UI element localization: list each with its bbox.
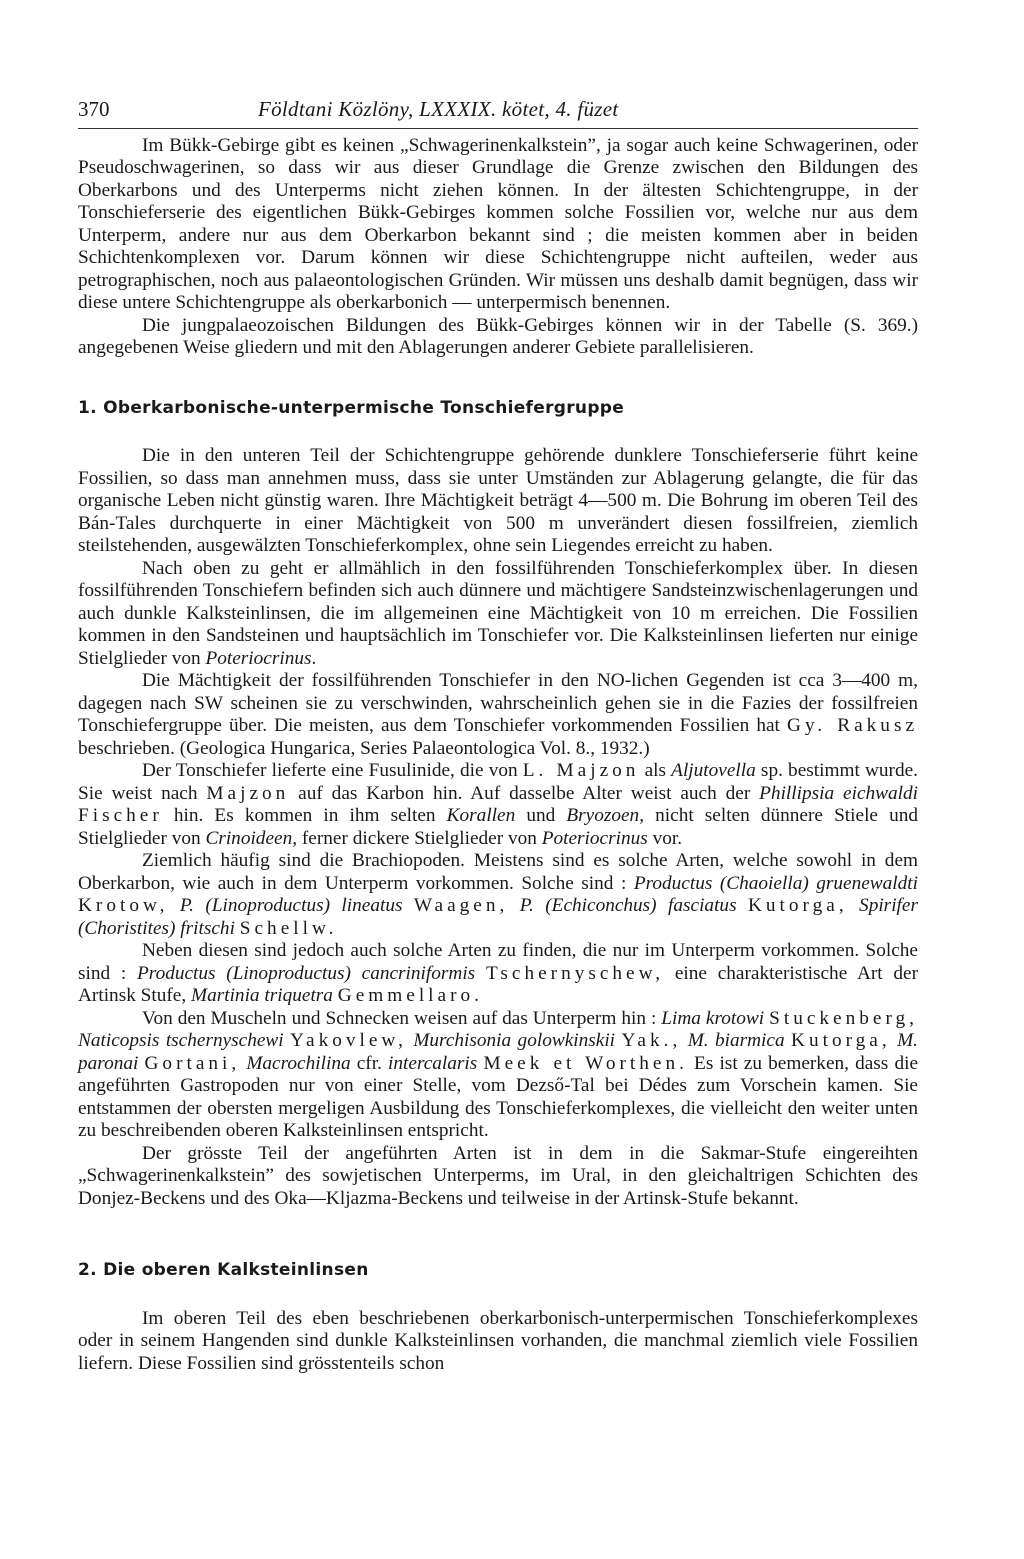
paragraph: Neben diesen sind jedoch auch solche Arten zu finden, die nur im Unterperm vorkommen. Solche sind : Productus (Linoproductus) cancriniformis Tschernyschew, eine charakteristische Art der Artinsk Stufe, Martinia triquetra Gemmellaro. xyxy=(78,940,919,1006)
author-name: Meek et Worthen. xyxy=(483,1052,688,1074)
species-name: Bryozoen, xyxy=(566,805,645,826)
author-name: Kutorga, xyxy=(791,1030,891,1051)
species-name: Lima krotowi xyxy=(661,1007,765,1029)
section-heading-1: 1. Oberkarbonische-unterpermische Tonschiefergruppe xyxy=(78,397,625,418)
running-title: Földtani Közlöny, LXXXIX. kötet, 4. füzet xyxy=(258,97,619,121)
species-name: Poteriocrinus xyxy=(205,647,312,669)
species-name: M. biarmica xyxy=(687,1030,785,1051)
paragraph: Die jungpalaeozoischen Bildungen des Bükk-Gebirges können wir in der Tabelle (S. 369.) angegebenen Weise gliedern und mit den Ablagerungen anderer Gebiete parallelisieren. xyxy=(78,314,918,358)
species-name: Spirifer (Choristites) fritschi xyxy=(78,895,918,939)
species-name: Productus (Chaoiella) gruenewaldti xyxy=(633,872,919,894)
author-name: Majzon xyxy=(206,782,290,804)
species-name: Murchisonia golowkinskii xyxy=(413,1030,616,1051)
author-name: Gy. Rakusz xyxy=(787,715,919,736)
species-name: P. (Linoproductus) lineatus xyxy=(179,895,403,916)
header-rule xyxy=(78,128,918,129)
author-name: Tschernyschew, xyxy=(485,962,665,984)
species-name: P. (Echiconchus) fasciatus xyxy=(519,895,737,916)
author-name: Yakovlew, xyxy=(290,1030,407,1051)
author-name: Yak., xyxy=(621,1030,682,1051)
species-name: Naticopsis tschernyschewi xyxy=(78,1030,284,1051)
paragraph: Der Tonschiefer lieferte eine Fusulinide, die von L. Majzon als Aljutovella sp. bestimmt wurde. Sie weist nach Majzon auf das Karbon hin. Auf dasselbe Alter weist auch der Phillipsia eichwaldi Fischer hin. Es kommen in ihm selten Korallen und Bryozoen, nicht selten dünnere Stiele und Stielglieder von Crinoideen, ferner dickere Stielglieder von Poteriocrinus vor. xyxy=(78,760,919,849)
species-name: M. paronai xyxy=(78,1030,918,1074)
species-name: Crinoideen, xyxy=(205,827,298,849)
author-name: Gortani, xyxy=(144,1052,241,1074)
species-name: Productus (Linoproductus) cancriniformis xyxy=(137,962,476,984)
author-name: Schellw. xyxy=(239,917,338,939)
page-header xyxy=(78,98,918,127)
species-name: Poteriocrinus xyxy=(541,827,648,849)
paragraph: Ziemlich häufig sind die Brachiopoden. Meistens sind es solche Arten, welche sowohl in dem Oberkarbon, wie auch in dem Unterperm vorkommen. Solche sind : Productus (Chaoiella) gruenewaldti Krotow, P. (Linoproductus) lineatus Waagen, P. (Echiconchus) fasciatus Kutorga, Spirifer (Choristites) fritschi Schellw. xyxy=(78,850,919,939)
species-name: Martinia triquetra xyxy=(191,985,333,1006)
page-number: 370 xyxy=(78,97,110,121)
species-name: Korallen xyxy=(446,805,516,826)
species-name: Macrochilina xyxy=(246,1052,351,1074)
paragraph: Die Mächtigkeit der fossilführenden Tonschiefer in den NO-lichen Gegenden ist cca 3—400 m, dagegen nach SW scheinen sie zu verschwinden, wahrscheinlich gehen sie in die Fazies der fossilfreien Tonschiefergruppe über. Die meisten, aus dem Tonschiefer vorkommenden Fossilien hat Gy. Rakusz beschrieben. (Geologica Hungarica, Series Palaeontologica Vol. 8., 1932.) xyxy=(78,670,919,759)
species-name: intercalaris xyxy=(388,1052,478,1074)
author-name: Waagen, xyxy=(413,895,509,916)
paragraph: Im oberen Teil des eben beschriebenen oberkarbonisch-unterpermischen Tonschieferkomplexes oder in seinem Hangenden sind dunkle Kalksteinlinsen vorhanden, die manchmal ziemlich viele Fossilien liefern. Diese Fossilien sind grösstenteils schon xyxy=(78,1307,918,1374)
section-heading-2: 2. Die oberen Kalksteinlinsen xyxy=(78,1260,369,1280)
author-name: Krotow, xyxy=(78,895,169,916)
paragraph: Nach oben zu geht er allmählich in den fossilführenden Tonschieferkomplex über. In diesen fossilführenden Tonschiefern befinden sich auch dünnere und mächtigere Sandsteinzwischenlagerungen und auch dunkle Kalksteinlinsen, die im allgemeinen eine Mächtigkeit von 10 m erreichen. Die Fossilien kommen in den Sandsteinen und hauptsächlich im Tonschiefer vor. Die Kalksteinlinsen lieferten nur einige Stielglieder von Poteriocrinus. xyxy=(78,557,918,669)
page xyxy=(78,98,918,1375)
author-name: L. Majzon xyxy=(522,760,640,781)
paragraph: Im Bükk-Gebirge gibt es keinen „Schwagerinenkalkstein”, ja sogar auch keine Schwagerinen, oder Pseudoschwagerinen, so dass wir aus dieser Grundlage die Grenze zwischen den Bildungen des Oberkarbons und des Unterperms nicht ziehen können. In der ältesten Schichtengruppe, in der Tonschieferserie des eigentlichen Bükk-Gebirges kommen solche Fossilien vor, welche nur aus dem Unterperm, andere nur aus dem Oberkarbon bekannt sind ; die meisten kommen aber in beiden Schichtenkomplexen vor. Darum können wir diese Schichtengruppe nicht aufteilen, weder aus petrographischen, noch aus palaeontologischen Gründen. Wir müssen uns deshalb damit begnügen, dass wir diese untere Schichtengruppe als oberkarbonich — unterpermisch benennen. xyxy=(78,134,918,313)
author-name: Fischer xyxy=(78,805,163,826)
author-name: Kutorga, xyxy=(747,895,848,916)
paragraph: Von den Muscheln und Schnecken weisen auf das Unterperm hin : Lima krotowi Stuckenberg, Naticopsis tschernyschewi Yakovlew, Murchisonia golowkinskii Yak., M. biarmica Kutorga, M. paronai Gortani, Macrochilina cfr. intercalaris Meek et Worthen. Es ist zu bemerken, dass die angeführten Gastropoden nur von einer Stelle, vom Dezső-Tal bei Dédes zum Vorschein kamen. Sie entstammen der obersten mergeligen Ausbildung des Tonschieferkomplexes, die vielleicht den weiter unten zu beschreibenden oberen Kalksteinlinsen entspricht. xyxy=(78,1007,918,1141)
species-name: Phillipsia eichwaldi xyxy=(759,782,918,804)
species-name: Aljutovella xyxy=(671,760,756,781)
paragraph: Der grösste Teil der angeführten Arten ist in dem in die Sakmar-Stufe eingereihten „Schwagerinenkalkstein” des sowjetischen Unterperms, im Ural, in den gleichaltrigen Schichten des Donjez-Beckens und des Oka—Kljazma-Beckens und teilweise in der Artinsk-Stufe bekannt. xyxy=(78,1142,918,1209)
paragraph: Die in den unteren Teil der Schichtengruppe gehörende dunklere Tonschieferserie führt keine Fossilien, so dass man annehmen muss, dass sie unter Umständen zur Ablagerung gelangte, die für das organische Leben nicht günstig waren. Ihre Mächtigkeit beträgt 4—500 m. Die Bohrung im oberen Teil des Bán-Tales durchquerte in einer Mächtigkeit von 500 m unverändert diesen fossilfreien, ziemlich steilstehenden, ausgewälzten Tonschieferkomplex, ohne sein Liegendes erreicht zu haben. xyxy=(78,445,918,556)
author-name: Gemmellaro. xyxy=(337,985,483,1006)
author-name: Stuckenberg, xyxy=(769,1007,918,1029)
